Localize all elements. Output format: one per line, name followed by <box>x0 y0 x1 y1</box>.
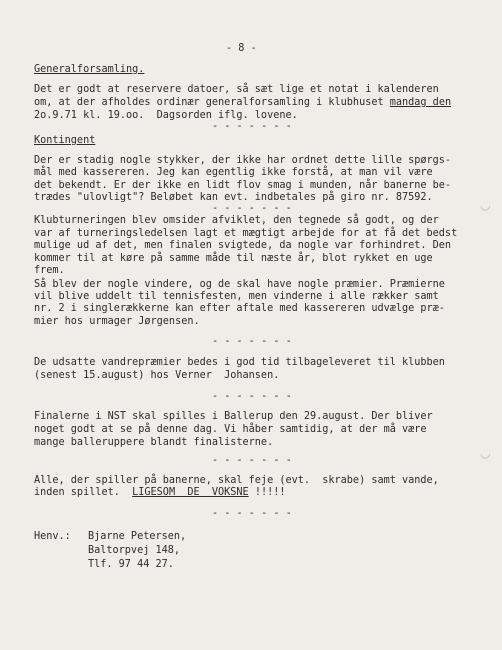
text-line: Så blev der nogle vindere, og de skal have nogle præmier. Præmierne <box>34 279 445 290</box>
punch-hole-mark: ◡ <box>480 198 491 212</box>
text-line: det bekendt. Er der ikke en lidt flov smag i munden, når banerne be- <box>34 180 452 191</box>
page-number: - 8 - <box>226 43 257 54</box>
text-line: Der er stadig nogle stykker, der ikke har ordnet dette lille spørgs- <box>34 155 452 166</box>
text-line: Finalerne i NST skal spilles i Ballerup den 29.august. Der bliver <box>34 411 433 422</box>
text-line: var af turneringsledelsen lagt et mægtigt arbejde for at få det bedst <box>34 228 458 239</box>
text-line: mulige ud af det, men finalen svigtede, da nogle var forhindret. Den <box>34 240 452 251</box>
separator: - - - - - - - <box>212 336 292 347</box>
text-line: nr. 2 i singlerækkerne kan efter aftale med kassereren udvælge præ- <box>34 303 445 314</box>
contact-label: Henv.: <box>34 531 71 542</box>
text-line: trædes "ulovligt"? Beløbet kan evt. indbetales på giro nr. 87592. <box>34 192 433 203</box>
text-line: 2o.9.71 kl. 19.oo. Dagsorden iflg. lovene. <box>34 110 298 121</box>
text-line: noget godt at se på denne dag. Vi håber samtidig, at der må være <box>34 424 427 435</box>
separator: - - - - - - - <box>212 508 292 519</box>
text-line: mål med kassereren. Jeg kan egentlig ikke forstå, at man vil være <box>34 167 433 178</box>
meeting-date-underlined: mandag den <box>389 97 452 108</box>
text-line: mange balleruppere blandt finalisterne. <box>34 437 274 448</box>
text-line: inden spillet. LIGESOM DE VOKSNE !!!!! <box>34 487 286 498</box>
text-line: mier hos urmager Jørgensen. <box>34 316 200 327</box>
separator: - - - - - - - <box>212 121 292 132</box>
text-line: De udsatte vandrepræmier bedes i god tid tilbageleveret til klubben <box>34 357 445 368</box>
text-line: om, at der afholdes ordinær generalforsamling i klubhuset mandag den <box>34 97 452 108</box>
heading-kontingent: Kontingent <box>34 135 96 146</box>
punch-hole-mark: ◡ <box>480 446 491 460</box>
text-line: frem. <box>34 265 65 276</box>
text-line: vil blive uddelt til tennisfesten, men vinderne i alle rækker samt <box>34 291 439 302</box>
emphasis-underlined: LIGESOM DE VOKSNE <box>132 487 249 498</box>
contact-street: Baltorpvej 148, <box>88 545 181 556</box>
text-line: Det er godt at reservere datoer, så sæt lige et notat i kalenderen <box>34 84 439 95</box>
text-line: kommer til at køre på samme måde til næste år, blot rykket en uge <box>34 253 433 264</box>
separator: - - - - - - - <box>212 203 292 214</box>
text-line: (senest 15.august) hos Verner Johansen. <box>34 370 280 381</box>
separator: - - - - - - - <box>212 455 292 466</box>
separator: - - - - - - - <box>212 391 292 402</box>
contact-name: Bjarne Petersen, <box>88 531 187 542</box>
contact-phone: Tlf. 97 44 27. <box>88 559 174 570</box>
text-line: Alle, der spiller på banerne, skal feje (evt. skrabe) samt vande, <box>34 475 439 486</box>
text-line: Klubturneringen blev omsider afviklet, den tegnede så godt, og der <box>34 215 439 226</box>
heading-generalforsamling: Generalforsamling. <box>34 64 145 75</box>
